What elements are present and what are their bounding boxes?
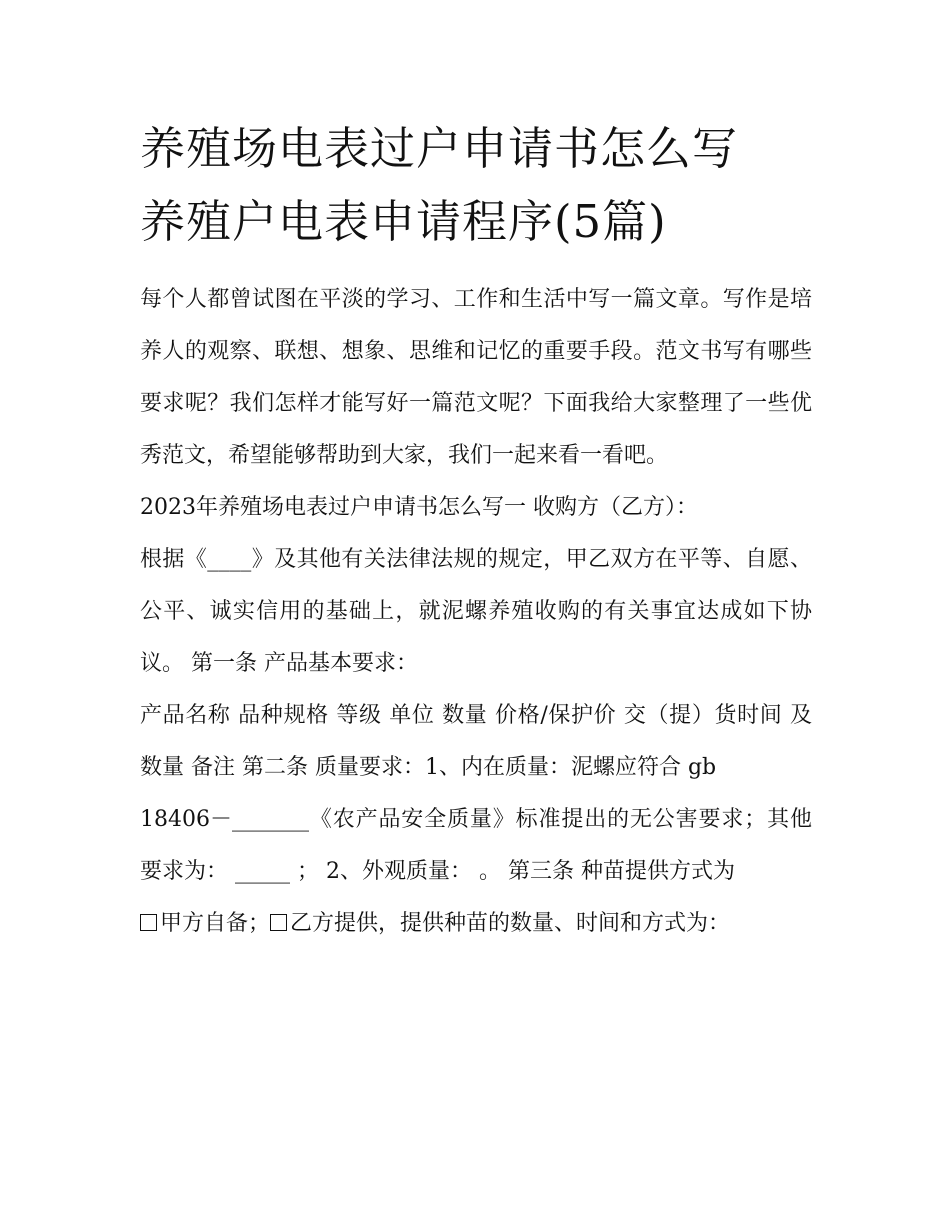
option-party-b: 乙方提供，提供种苗的数量、时间和方式为： <box>290 911 731 936</box>
section-heading: 2023年养殖场电表过户申请书怎么写一 收购方（乙方）： <box>140 495 698 520</box>
checkbox-icon[interactable] <box>270 914 287 931</box>
title-line-1: 养殖场电表过户申请书怎么写 <box>140 122 739 175</box>
agreement-paragraph-3: 18406－_______《农产品安全质量》标准提出的无公害要求；其他要求为： _____ ； 2、外观质量： 。 第三条 种苗提供方式为 <box>140 807 812 884</box>
intro-paragraph: 每个人都曾试图在平淡的学习、工作和生活中写一篇文章。写作是培养人的观察、联想、想象、思维和记忆的重要手段。范文书写有哪些要求呢？我们怎样才能写好一篇范文呢？下面我给大家整理了一些优秀范文，希望能够帮助到大家，我们一起来看一看吧。 <box>140 287 812 468</box>
option-party-a: 甲方自备； <box>160 911 271 936</box>
seed-supply-options <box>140 898 812 950</box>
document-title <box>140 112 812 258</box>
agreement-paragraph-1: 根据《____》及其他有关法律法规的规定，甲乙双方在平等、自愿、公平、诚实信用的基础上，就泥螺养殖收购的有关事宜达成如下协议。 第一条 产品基本要求： <box>140 547 812 676</box>
agreement-paragraph-2: 产品名称 品种规格 等级 单位 数量 价格/保护价 交（提）货时间 及数量 备注 第二条 质量要求：1、内在质量：泥螺应符合 gb <box>140 703 812 780</box>
document-page <box>140 112 812 950</box>
checkbox-icon[interactable] <box>140 914 157 931</box>
title-line-2: 养殖户电表申请程序(5篇) <box>140 195 667 248</box>
